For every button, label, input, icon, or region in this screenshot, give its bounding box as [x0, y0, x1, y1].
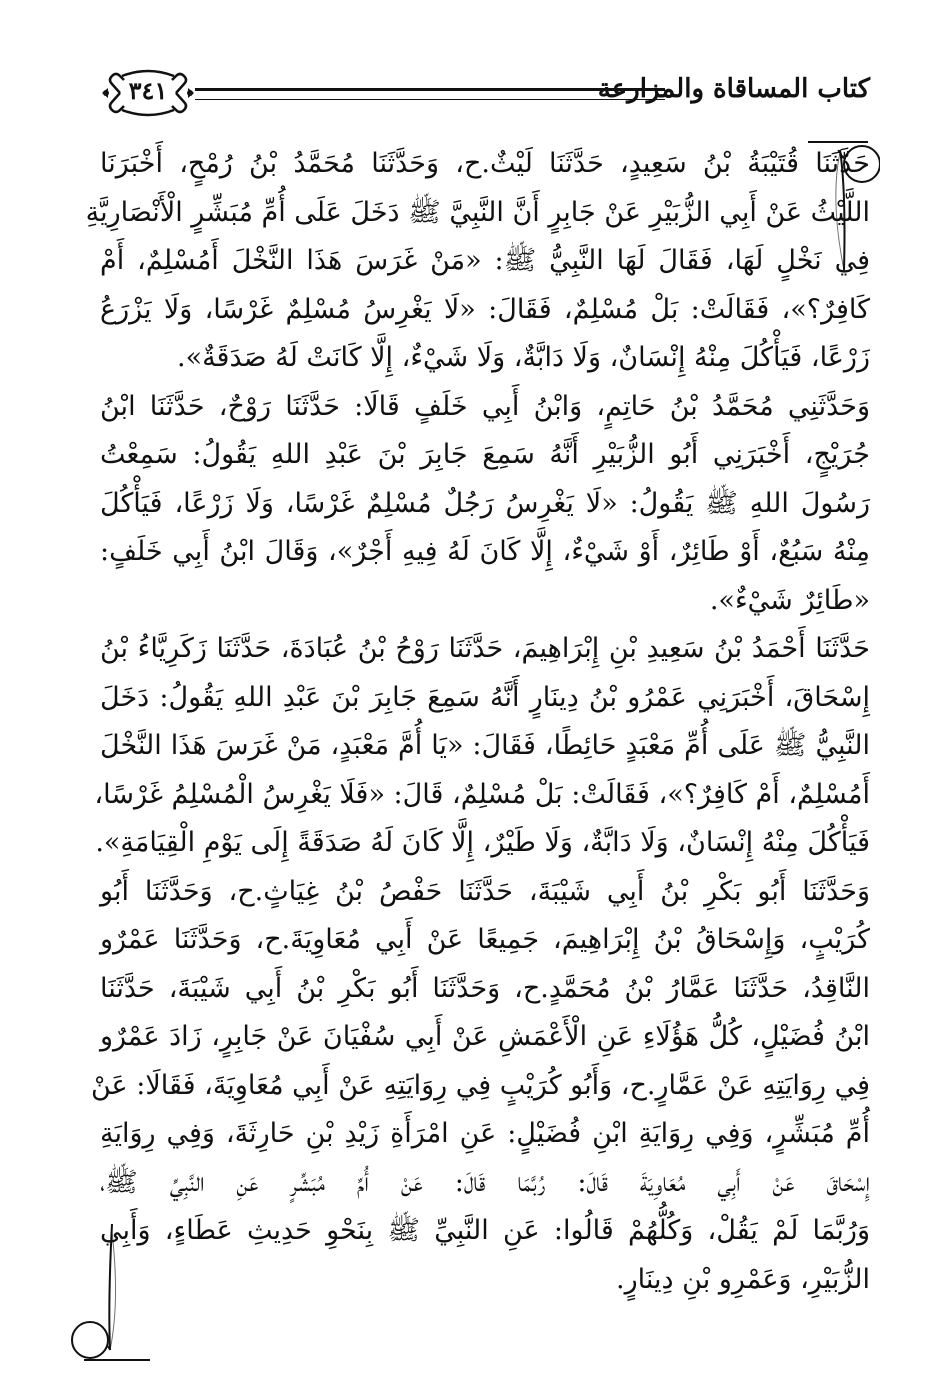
hadith-text — [85, 140, 870, 1304]
text-line: فَيَأْكُلَ مِنْهُ إِنْسَانٌ، وَلَا دَابَّةٌ، وَلَا طَيْرٌ، إِلَّا كَانَ لَهُ صَدَقَةً إِلَى يَوْمِ الْقِيَامَةِ». — [95, 827, 870, 858]
text-line: النَّبِيُّ ﷺ عَلَى أُمِّ مَعْبَدٍ حَائِطًا، فَقَالَ: «يَا أُمَّ مَعْبَدٍ، مَنْ غَرَسَ هَذَا النَّخْلَ — [100, 730, 870, 761]
text-line: «طَائِرٌ شَيْءٌ». — [709, 584, 870, 616]
text-line: أُمِّ مُبَشِّرٍ، وَفِي رِوَايَةِ ابْنِ فُضَيْلٍ: عَنِ امْرَأَةِ زَيْدِ بْنِ حَارِثَةَ، وَفِي رِوَايَةِ — [100, 1118, 870, 1149]
text-line: حَدَّثَنَا أَحْمَدُ بْنُ سَعِيدِ بْنِ إِبْرَاهِيمَ، حَدَّثَنَا رَوْحُ بْنُ عُبَادَةَ، حَدَّثَنَا زَكَرِيَّاءُ بْنُ — [100, 633, 870, 664]
text-line: وَحَدَّثَنَا أَبُو بَكْرِ بْنُ أَبِي شَيْبَةَ، حَدَّثَنَا حَفْصُ بْنُ غِيَاثٍ.ح، وَحَدَّثَنَا أَبُو — [100, 875, 870, 907]
page-number: ٣٤١ — [128, 76, 168, 105]
text-line: فِي نَخْلٍ لَهَا، فَقَالَ لَهَا النَّبِيُّ ﷺ: «مَنْ غَرَسَ هَذَا النَّخْلَ أَمُسْلِمٌ، أَمْ — [100, 245, 870, 276]
book-title: كتاب المساقاة والمزارعة — [597, 74, 870, 104]
text-line: كُرَيْبٍ، وَإِسْحَاقُ بْنُ إِبْرَاهِيمَ، جَمِيعًا عَنْ أَبِي مُعَاوِيَةَ.ح، وَحَدَّثَنَا عَمْرٌو — [100, 924, 870, 955]
text-line: فِي رِوَايَتِهِ عَنْ عَمَّارٍ.ح، وَأَبُو كُرَيْبٍ فِي رِوَايَتِهِ عَنْ أَبِي مُعَاوِيَةَ، فَقَالَا: عَنْ — [91, 1069, 870, 1101]
page-header — [100, 62, 870, 124]
header-rule — [195, 88, 665, 100]
text-line: النَّاقِدُ، حَدَّثَنَا عَمَّارُ بْنُ مُحَمَّدٍ.ح، وَحَدَّثَنَا أَبُو بَكْرِ بْنُ أَبِي شَيْبَةَ، حَدَّثَنَا — [100, 972, 870, 1004]
text-line: إِسْحَاقَ، أَخْبَرَنِي عَمْرُو بْنُ دِينَارٍ أَنَّهُ سَمِعَ جَابِرَ بْنَ عَبْدِ اللهِ يَقُولُ: دَخَلَ — [100, 681, 870, 713]
text-line: الزُّبَيْرِ، وَعَمْرِو بْنِ دِينَارٍ. — [616, 1263, 870, 1295]
text-line: زَرْعًا، فَيَأْكُلَ مِنْهُ إِنْسَانٌ، وَلَا دَابَّةٌ، وَلَا شَيْءٌ، إِلَّا كَانَتْ لَهُ صَدَقَةٌ». — [176, 342, 870, 373]
text-line: حَدَّثَنَا قُتَيْبَةُ بْنُ سَعِيدٍ، حَدَّثَنَا لَيْثٌ.ح، وَحَدَّثَنَا مُحَمَّدُ بْنُ رُمْحٍ، أَخْبَرَنَا — [100, 148, 870, 179]
text-line: وَحَدَّثَنِي مُحَمَّدُ بْنُ حَاتِمٍ، وَابْنُ أَبِي خَلَفٍ قَالَا: حَدَّثَنَا رَوْحٌ، حَدَّثَنَا ابْنُ — [100, 390, 870, 422]
text-line: كَافِرٌ؟»، فَقَالَتْ: بَلْ مُسْلِمٌ، فَقَالَ: «لَا يَغْرِسُ مُسْلِمٌ غَرْسًا، وَلَا يَزْرَعُ — [100, 293, 870, 325]
text-line: أَمُسْلِمٌ، أَمْ كَافِرٌ؟»، فَقَالَتْ: بَلْ مُسْلِمٌ، قَالَ: «فَلَا يَغْرِسُ الْمُسْلِمُ غَرْسًا، — [94, 778, 870, 810]
text-line: إِسْحَاقَ عَنْ أَبِي مُعَاوِيَةَ قَالَ: رُبَّمَا قَالَ: عَنْ أُمِّ مُبَشِّرٍ عَنِ النَّبِيِّ ﷺ، — [100, 1166, 870, 1198]
text-line: ابْنُ فُضَيْلٍ، كُلُّ هَؤُلَاءِ عَنِ الْأَعْمَشِ عَنْ أَبِي سُفْيَانَ عَنْ جَابِرٍ، زَادَ عَمْرٌو — [100, 1021, 870, 1052]
text-line: مِنْهُ سَبُعٌ، أَوْ طَائِرٌ، أَوْ شَيْءٌ، إِلَّا كَانَ لَهُ فِيهِ أَجْرٌ»، وَقَالَ ابْنُ أَبِي خَلَفٍ: — [100, 536, 870, 567]
text-line: رَسُولَ اللهِ ﷺ يَقُولُ: «لَا يَغْرِسُ رَجُلٌ مُسْلِمٌ غَرْسًا، وَلَا زَرْعًا، فَيَأْكُلَ — [100, 487, 870, 519]
text-line: وَرُبَّمَا لَمْ يَقُلْ، وَكُلُّهُمْ قَالُوا: عَنِ النَّبِيِّ ﷺ بِنَحْوِ حَدِيثِ عَطَاءٍ، وَأَبِي — [100, 1215, 870, 1246]
text-line: اللَّيْثُ عَنْ أَبِي الزُّبَيْرِ عَنْ جَابِرٍ أَنَّ النَّبِيَّ ﷺ دَخَلَ عَلَى أُمِّ مُبَشِّرٍ الْأَنْصَارِيَّةِ — [85, 196, 870, 228]
page-number-frame — [100, 62, 196, 124]
text-line: جُرَيْجٍ، أَخْبَرَنِي أَبُو الزُّبَيْرِ أَنَّهُ سَمِعَ جَابِرَ بْنَ عَبْدِ اللهِ يَقُولُ: سَمِعْتُ — [100, 439, 870, 470]
